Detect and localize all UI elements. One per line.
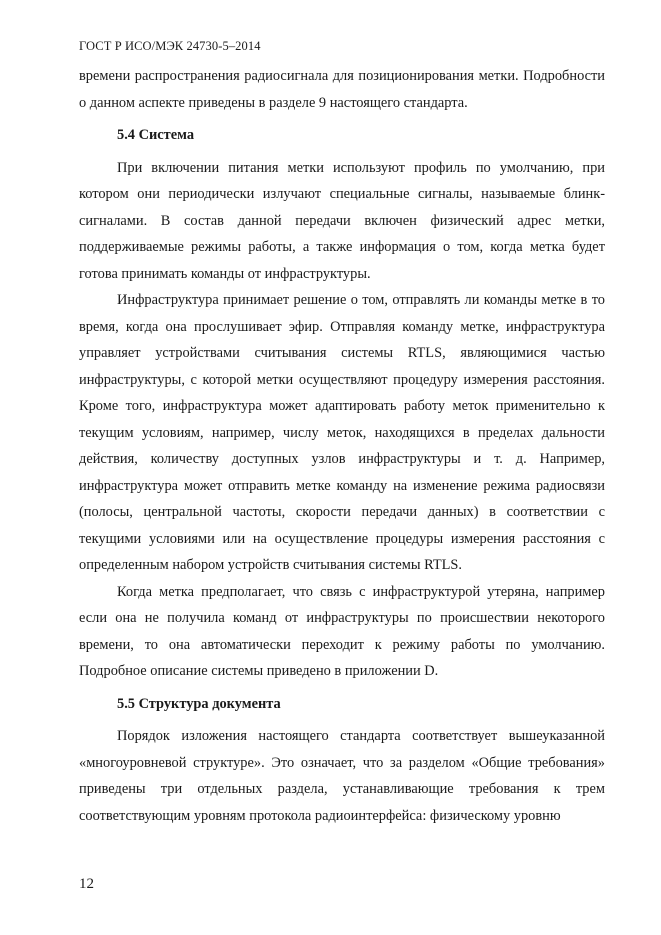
document-body — [79, 63, 605, 829]
page-number: 12 — [79, 876, 94, 892]
paragraph-document-structure: Порядок изложения настоящего стандарта соответствует вышеуказанной «многоуровневой структуре». Это означает, что за разделом «Общие требования» приведены три отдельных раздела, устанавливающие требования к трем соответствующим уровням протокола радиоинтерфейса: физическому уровню — [79, 728, 605, 824]
document-header: ГОСТ Р ИСО/МЭК 24730-5–2014 — [79, 39, 261, 53]
paragraph-connection-lost: Когда метка предполагает, что связь с инфраструктурой утеряна, например если она не получила команд от инфраструктуры по происшествии некоторого времени, то она автоматически переходит к режиму работы по умолчанию. Подробное описание системы приведено в приложении D. — [79, 583, 605, 679]
paragraph-system-intro: При включении питания метки используют профиль по умолчанию, при котором они периодически излучают специальные сигналы, называемые блинк-сигналами. В состав данной передачи включен физический адрес метки, поддерживаемые режимы работы, а также информация о том, когда метка будет готова принимать команды от инфраструктуры. — [79, 159, 605, 282]
section-heading-5-4: 5.4 Система — [117, 127, 195, 143]
paragraph-continuation: времени распространения радиосигнала для позиционирования метки. Подробности о данном аспекте приведены в разделе 9 настоящего стандарта. — [79, 68, 605, 111]
paragraph-infrastructure: Инфраструктура принимает решение о том, отправлять ли команды метке в то время, когда она прослушивает эфир. Отправляя команду метке, инфраструктура управляет устройствами считывания системы RTLS, являющимися частью инфраструктуры, с которой метки осуществляют процедуру измерения расстояния. Кроме того, инфраструктура может адаптировать работу меток применительно к текущим условиям, например, числу меток, находящихся в пределах дальности действия, количеству доступных узлов инфраструктуры и т. д. Например, инфраструктура может отправить метке команду на изменение режима радиосвязи (полосы, центральной частоты, скорости передачи данных) в соответствии с текущими условиями или на осуществление процедуры измерения расстояния с определенным набором устройств считывания системы RTLS. — [79, 292, 605, 573]
section-heading-5-5: 5.5 Структура документа — [117, 695, 281, 712]
